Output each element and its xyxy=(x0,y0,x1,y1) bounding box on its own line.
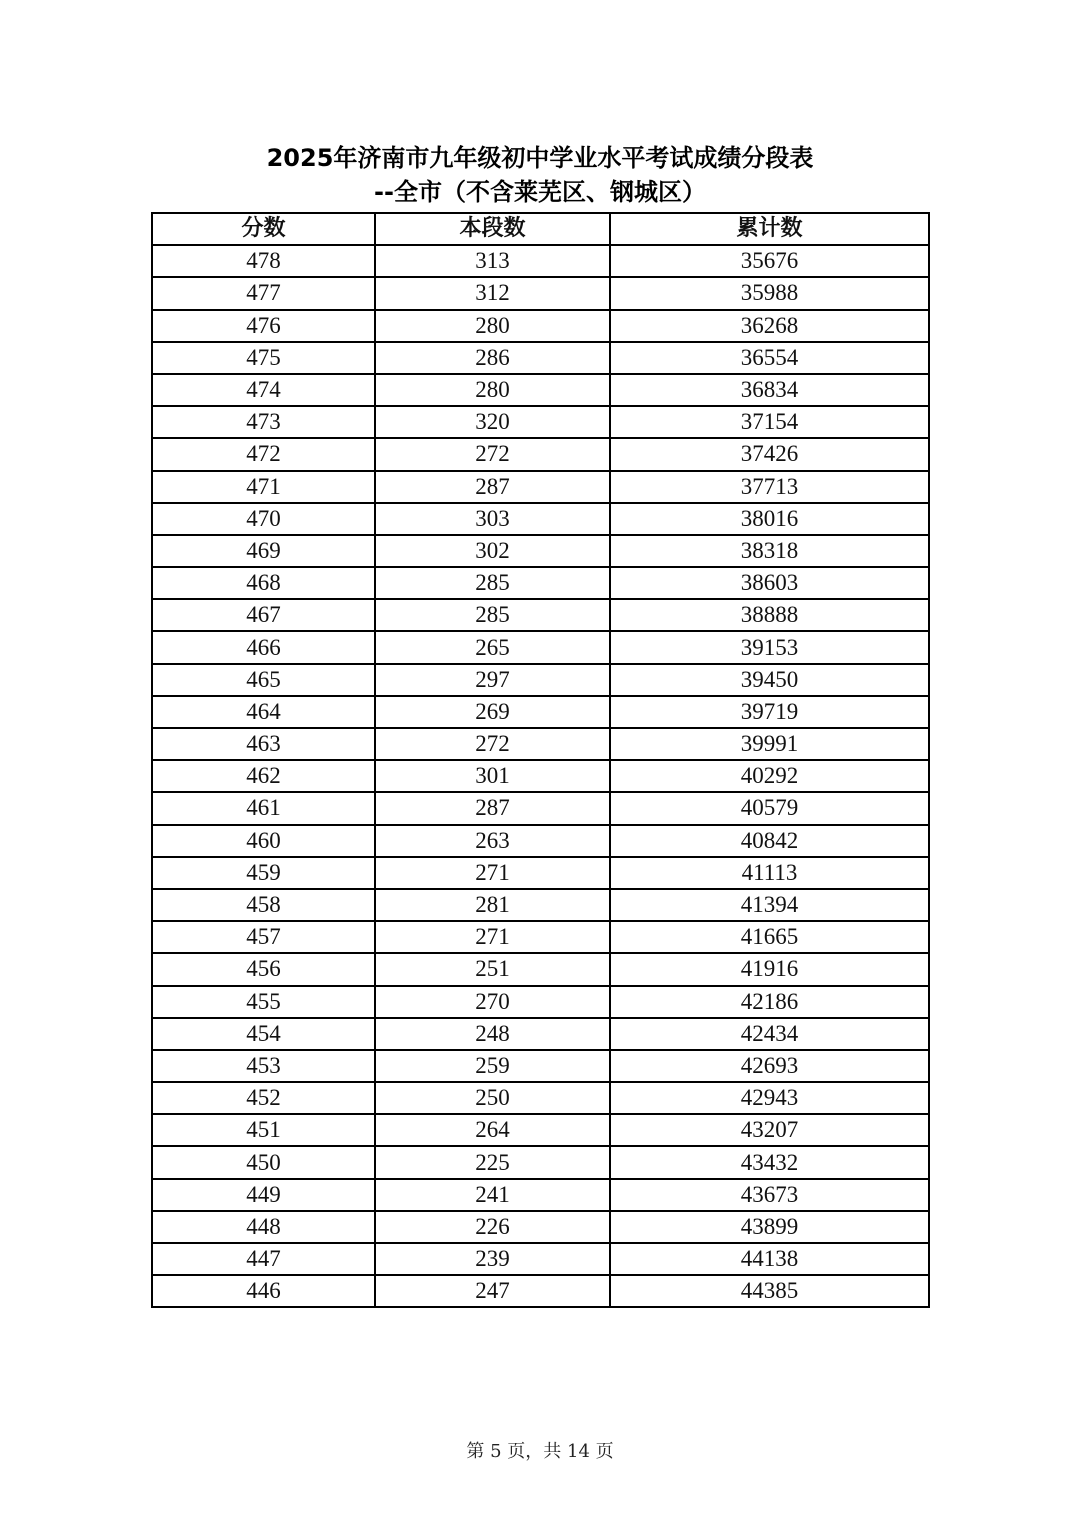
score-cell: 446 xyxy=(152,1275,375,1307)
segment-count-cell: 271 xyxy=(375,857,610,889)
segment-count-cell: 313 xyxy=(375,245,610,277)
score-cell: 448 xyxy=(152,1211,375,1243)
document-title: 2025年济南市九年级初中学业水平考试成绩分段表 xyxy=(266,144,814,172)
cumulative-count-cell: 41916 xyxy=(610,953,929,985)
table-row xyxy=(152,728,929,760)
score-cell: 447 xyxy=(152,1243,375,1275)
cumulative-count-cell: 36268 xyxy=(610,310,929,342)
segment-count-cell: 226 xyxy=(375,1211,610,1243)
table-row xyxy=(152,664,929,696)
segment-count-cell: 270 xyxy=(375,986,610,1018)
segment-count-cell: 259 xyxy=(375,1050,610,1082)
score-cell: 476 xyxy=(152,310,375,342)
score-cell: 475 xyxy=(152,342,375,374)
score-cell: 467 xyxy=(152,599,375,631)
segment-count-cell: 247 xyxy=(375,1275,610,1307)
table-row xyxy=(152,857,929,889)
cumulative-count-cell: 38016 xyxy=(610,503,929,535)
cumulative-count-cell: 43432 xyxy=(610,1146,929,1178)
cumulative-count-cell: 43207 xyxy=(610,1114,929,1146)
segment-count-cell: 265 xyxy=(375,631,610,663)
segment-count-cell: 263 xyxy=(375,825,610,857)
table-row xyxy=(152,1018,929,1050)
table-row xyxy=(152,503,929,535)
header-score: 分数 xyxy=(152,213,375,245)
table-row xyxy=(152,471,929,503)
cumulative-count-cell: 44138 xyxy=(610,1243,929,1275)
table-row xyxy=(152,760,929,792)
cumulative-count-cell: 35676 xyxy=(610,245,929,277)
cumulative-count-cell: 35988 xyxy=(610,277,929,309)
table-row xyxy=(152,889,929,921)
segment-count-cell: 269 xyxy=(375,696,610,728)
table-row xyxy=(152,1179,929,1211)
cumulative-count-cell: 38318 xyxy=(610,535,929,567)
score-cell: 477 xyxy=(152,277,375,309)
score-cell: 462 xyxy=(152,760,375,792)
document-subtitle: --全市（不含莱芜区、钢城区） xyxy=(374,178,706,206)
cumulative-count-cell: 43673 xyxy=(610,1179,929,1211)
cumulative-count-cell: 37426 xyxy=(610,438,929,470)
segment-count-cell: 250 xyxy=(375,1082,610,1114)
table-row xyxy=(152,438,929,470)
cumulative-count-cell: 40579 xyxy=(610,792,929,824)
score-cell: 463 xyxy=(152,728,375,760)
table-row xyxy=(152,792,929,824)
cumulative-count-cell: 38888 xyxy=(610,599,929,631)
table-row xyxy=(152,342,929,374)
segment-count-cell: 320 xyxy=(375,406,610,438)
segment-count-cell: 264 xyxy=(375,1114,610,1146)
segment-count-cell: 287 xyxy=(375,792,610,824)
table-row xyxy=(152,1114,929,1146)
score-cell: 468 xyxy=(152,567,375,599)
score-cell: 471 xyxy=(152,471,375,503)
table-body xyxy=(152,245,929,1307)
cumulative-count-cell: 41665 xyxy=(610,921,929,953)
cumulative-count-cell: 40842 xyxy=(610,825,929,857)
score-cell: 472 xyxy=(152,438,375,470)
table-row xyxy=(152,374,929,406)
score-cell: 461 xyxy=(152,792,375,824)
segment-count-cell: 303 xyxy=(375,503,610,535)
segment-count-cell: 272 xyxy=(375,728,610,760)
table-row xyxy=(152,631,929,663)
cumulative-count-cell: 39719 xyxy=(610,696,929,728)
score-cell: 459 xyxy=(152,857,375,889)
table-row xyxy=(152,1050,929,1082)
cumulative-count-cell: 41394 xyxy=(610,889,929,921)
segment-count-cell: 251 xyxy=(375,953,610,985)
score-cell: 478 xyxy=(152,245,375,277)
cumulative-count-cell: 37154 xyxy=(610,406,929,438)
cumulative-count-cell: 43899 xyxy=(610,1211,929,1243)
header-segment-count: 本段数 xyxy=(375,213,610,245)
cumulative-count-cell: 36554 xyxy=(610,342,929,374)
segment-count-cell: 302 xyxy=(375,535,610,567)
score-cell: 460 xyxy=(152,825,375,857)
table-row xyxy=(152,1243,929,1275)
segment-count-cell: 287 xyxy=(375,471,610,503)
table-row xyxy=(152,567,929,599)
header-cumulative-count: 累计数 xyxy=(610,213,929,245)
table-row xyxy=(152,986,929,1018)
score-cell: 474 xyxy=(152,374,375,406)
table-row xyxy=(152,696,929,728)
segment-count-cell: 239 xyxy=(375,1243,610,1275)
segment-count-cell: 248 xyxy=(375,1018,610,1050)
cumulative-count-cell: 37713 xyxy=(610,471,929,503)
score-cell: 449 xyxy=(152,1179,375,1211)
cumulative-count-cell: 42693 xyxy=(610,1050,929,1082)
table-row xyxy=(152,277,929,309)
score-cell: 465 xyxy=(152,664,375,696)
segment-count-cell: 286 xyxy=(375,342,610,374)
table-row xyxy=(152,921,929,953)
table-header-row xyxy=(152,213,929,245)
segment-count-cell: 312 xyxy=(375,277,610,309)
score-cell: 454 xyxy=(152,1018,375,1050)
cumulative-count-cell: 36834 xyxy=(610,374,929,406)
score-cell: 452 xyxy=(152,1082,375,1114)
segment-count-cell: 281 xyxy=(375,889,610,921)
cumulative-count-cell: 40292 xyxy=(610,760,929,792)
score-cell: 456 xyxy=(152,953,375,985)
score-cell: 458 xyxy=(152,889,375,921)
score-distribution-table xyxy=(151,212,930,1308)
cumulative-count-cell: 39450 xyxy=(610,664,929,696)
table-row xyxy=(152,599,929,631)
segment-count-cell: 280 xyxy=(375,310,610,342)
score-cell: 466 xyxy=(152,631,375,663)
score-cell: 453 xyxy=(152,1050,375,1082)
table-row xyxy=(152,1082,929,1114)
segment-count-cell: 285 xyxy=(375,599,610,631)
page-number: 第 5 页，共 14 页 xyxy=(466,1441,614,1462)
segment-count-cell: 285 xyxy=(375,567,610,599)
cumulative-count-cell: 42943 xyxy=(610,1082,929,1114)
table-row xyxy=(152,535,929,567)
score-cell: 464 xyxy=(152,696,375,728)
score-cell: 469 xyxy=(152,535,375,567)
table-row xyxy=(152,953,929,985)
table-row xyxy=(152,825,929,857)
table-row xyxy=(152,245,929,277)
cumulative-count-cell: 38603 xyxy=(610,567,929,599)
cumulative-count-cell: 42434 xyxy=(610,1018,929,1050)
table-row xyxy=(152,310,929,342)
table-row xyxy=(152,406,929,438)
segment-count-cell: 271 xyxy=(375,921,610,953)
score-cell: 455 xyxy=(152,986,375,1018)
score-cell: 450 xyxy=(152,1146,375,1178)
table-row xyxy=(152,1146,929,1178)
cumulative-count-cell: 41113 xyxy=(610,857,929,889)
segment-count-cell: 225 xyxy=(375,1146,610,1178)
score-cell: 457 xyxy=(152,921,375,953)
cumulative-count-cell: 44385 xyxy=(610,1275,929,1307)
score-cell: 470 xyxy=(152,503,375,535)
segment-count-cell: 241 xyxy=(375,1179,610,1211)
segment-count-cell: 272 xyxy=(375,438,610,470)
cumulative-count-cell: 42186 xyxy=(610,986,929,1018)
segment-count-cell: 301 xyxy=(375,760,610,792)
segment-count-cell: 297 xyxy=(375,664,610,696)
cumulative-count-cell: 39991 xyxy=(610,728,929,760)
cumulative-count-cell: 39153 xyxy=(610,631,929,663)
table-row xyxy=(152,1211,929,1243)
score-cell: 473 xyxy=(152,406,375,438)
segment-count-cell: 280 xyxy=(375,374,610,406)
score-cell: 451 xyxy=(152,1114,375,1146)
table-row xyxy=(152,1275,929,1307)
